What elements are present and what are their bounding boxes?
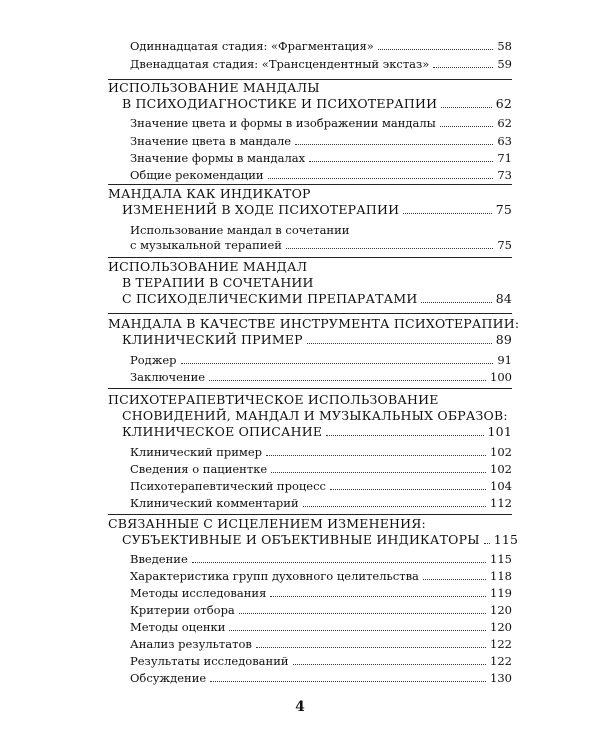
dot-leader	[256, 647, 486, 648]
section-heading-line	[122, 275, 512, 291]
section-divider	[108, 388, 512, 389]
dot-leader	[271, 472, 486, 473]
toc-entry-title: Характеристика групп духовного целительства	[130, 569, 419, 583]
dot-leader	[441, 107, 491, 108]
toc-entry-title: Клинический пример	[130, 445, 263, 459]
section-heading	[122, 202, 512, 218]
dot-leader	[266, 455, 486, 456]
toc-entry-page: 122	[490, 654, 512, 668]
toc-entry	[130, 619, 512, 635]
dot-leader	[286, 248, 493, 249]
section-heading-text: МАНДАЛА В КАЧЕСТВЕ ИНСТРУМЕНТА ПСИХОТЕРАПИИ:	[108, 316, 520, 331]
dot-leader	[433, 67, 493, 68]
toc-entry-title: Использование мандал в сочетании	[130, 223, 350, 237]
toc-entry	[130, 670, 512, 686]
dot-leader	[293, 664, 487, 665]
toc-entry-page: 102	[490, 445, 512, 459]
dot-leader	[330, 489, 486, 490]
section-divider	[108, 313, 512, 314]
toc-entry-page: 118	[490, 569, 512, 583]
toc-entry-page: 62	[497, 116, 512, 130]
dot-leader	[423, 579, 486, 580]
section-heading-text: В ТЕРАПИИ В СОЧЕТАНИИ	[122, 275, 314, 290]
toc-entry-title: Двенадцатая стадия: «Трансцендентный экстаз»	[130, 57, 430, 71]
toc-entry-page: 102	[490, 462, 512, 476]
toc-entry-page: 73	[497, 168, 512, 182]
toc-entry	[130, 585, 512, 601]
section-heading-line	[108, 259, 512, 275]
page-number: 4	[295, 699, 305, 715]
section-heading-text: ИСПОЛЬЗОВАНИЕ МАНДАЛ	[108, 259, 308, 274]
section-heading-text: МАНДАЛА КАК ИНДИКАТОР	[108, 186, 311, 201]
section-page: 101	[487, 424, 512, 439]
section-heading-line	[122, 408, 512, 424]
toc-entry-title: Обсуждение	[130, 671, 207, 685]
toc-entry-page: 100	[490, 370, 512, 384]
toc-entry-page: 122	[490, 637, 512, 651]
dot-leader	[421, 302, 491, 303]
toc-entry-page: 130	[490, 671, 512, 685]
toc-entry-title: Методы исследования	[130, 586, 267, 600]
toc-entry-page: 120	[490, 620, 512, 634]
dot-leader	[309, 161, 493, 162]
dot-leader	[403, 213, 491, 214]
section-heading-line	[108, 392, 512, 408]
section-heading-text: В ПСИХОДИАГНОСТИКЕ И ПСИХОТЕРАПИИ	[122, 96, 438, 111]
toc-entry-title: Общие рекомендации	[130, 168, 264, 182]
section-heading-text: СНОВИДЕНИЙ, МАНДАЛ И МУЗЫКАЛЬНЫХ ОБРАЗОВ:	[122, 408, 508, 423]
dot-leader	[209, 380, 486, 381]
dot-leader	[210, 681, 486, 682]
dot-leader	[229, 630, 486, 631]
dot-leader	[378, 49, 494, 50]
toc-entry	[130, 352, 512, 368]
dot-leader	[181, 363, 494, 364]
section-heading	[122, 96, 512, 112]
section-divider	[108, 514, 512, 515]
toc-entry-title: Методы оценки	[130, 620, 226, 634]
toc-entry	[130, 150, 512, 166]
toc-entry	[130, 495, 512, 511]
toc-entry	[130, 38, 512, 54]
toc-entry-title: Сведения о пациентке	[130, 462, 268, 476]
toc-entry	[130, 133, 512, 149]
dot-leader	[307, 343, 492, 344]
dot-leader	[192, 562, 486, 563]
toc-entry	[130, 636, 512, 652]
toc-entry	[130, 444, 512, 460]
section-heading-line	[108, 516, 512, 532]
toc-entry-page: 75	[497, 238, 512, 252]
section-page: 62	[495, 96, 512, 111]
toc-entry	[130, 369, 512, 385]
toc-entry	[130, 568, 512, 584]
toc-entry	[130, 478, 512, 494]
section-heading	[122, 291, 512, 307]
toc-entry	[130, 461, 512, 477]
toc-entry-title: Введение	[130, 552, 188, 566]
dot-leader	[239, 613, 486, 614]
toc-entry-page: 119	[490, 586, 512, 600]
toc-entry-page: 120	[490, 603, 512, 617]
toc-entry-title: Результаты исследований	[130, 654, 289, 668]
section-page: 89	[495, 332, 512, 347]
toc-entry-title: Психотерапевтический процесс	[130, 479, 326, 493]
dot-leader	[295, 144, 493, 145]
toc-entry	[130, 237, 512, 253]
toc-entry-title: Значение формы в мандалах	[130, 151, 306, 165]
toc-entry-title: Заключение	[130, 370, 206, 384]
dot-leader	[268, 178, 494, 179]
toc-entry-page: 91	[497, 353, 512, 367]
toc-entry-page: 71	[497, 151, 512, 165]
section-page: 84	[495, 291, 512, 306]
toc-entry-line	[130, 222, 512, 238]
toc-entry	[130, 115, 512, 131]
toc-entry-page: 58	[497, 39, 512, 53]
dot-leader	[440, 126, 494, 127]
toc-entry	[130, 551, 512, 567]
toc-entry	[130, 602, 512, 618]
toc-entry-title: с музыкальной терапией	[130, 238, 282, 252]
section-heading-text: СУБЪЕКТИВНЫЕ И ОБЪЕКТИВНЫЕ ИНДИКАТОРЫ	[122, 532, 480, 547]
toc-entry-page: 115	[490, 552, 512, 566]
toc-entry	[130, 653, 512, 669]
dot-leader	[326, 435, 483, 436]
dot-leader	[270, 596, 486, 597]
section-divider	[108, 184, 512, 185]
toc-entry-title: Значение цвета и формы в изображении мандалы	[130, 116, 436, 130]
dot-leader	[484, 543, 490, 544]
toc-entry-title: Роджер	[130, 353, 177, 367]
section-heading-text: КЛИНИЧЕСКИЙ ПРИМЕР	[122, 332, 303, 347]
toc-entry-page: 59	[497, 57, 512, 71]
section-divider	[108, 257, 512, 258]
toc-entry	[130, 56, 512, 72]
toc-entry-title: Анализ результатов	[130, 637, 252, 651]
toc-entry-title: Значение цвета в мандале	[130, 134, 292, 148]
section-page: 75	[495, 202, 512, 217]
section-heading-text: КЛИНИЧЕСКОЕ ОПИСАНИЕ	[122, 424, 323, 439]
toc-entry-page: 112	[490, 496, 512, 510]
section-heading	[122, 424, 512, 440]
section-heading-text: ПСИХОТЕРАПЕВТИЧЕСКОЕ ИСПОЛЬЗОВАНИЕ	[108, 392, 439, 407]
section-heading-text: ИСПОЛЬЗОВАНИЕ МАНДАЛЫ	[108, 80, 320, 95]
toc-entry-title: Клинический комментарий	[130, 496, 299, 510]
dot-leader	[303, 506, 486, 507]
section-page: 115	[493, 532, 519, 547]
section-heading-text: С ПСИХОДЕЛИЧЕСКИМИ ПРЕПАРАТАМИ	[122, 291, 418, 306]
section-heading-text: СВЯЗАННЫЕ С ИСЦЕЛЕНИЕМ ИЗМЕНЕНИЯ:	[108, 516, 426, 531]
toc-entry	[130, 167, 512, 183]
section-heading-text: ИЗМЕНЕНИЙ В ХОДЕ ПСИХОТЕРАПИИ	[122, 202, 400, 217]
section-heading-line	[108, 80, 512, 96]
section-heading-line	[108, 316, 520, 332]
section-heading	[122, 532, 519, 548]
toc-entry-title: Одиннадцатая стадия: «Фрагментация»	[130, 39, 374, 53]
toc-entry-title: Критерии отбора	[130, 603, 235, 617]
section-heading	[122, 332, 512, 348]
toc-entry-page: 63	[497, 134, 512, 148]
toc-entry-page: 104	[490, 479, 512, 493]
section-heading-line	[108, 186, 512, 202]
